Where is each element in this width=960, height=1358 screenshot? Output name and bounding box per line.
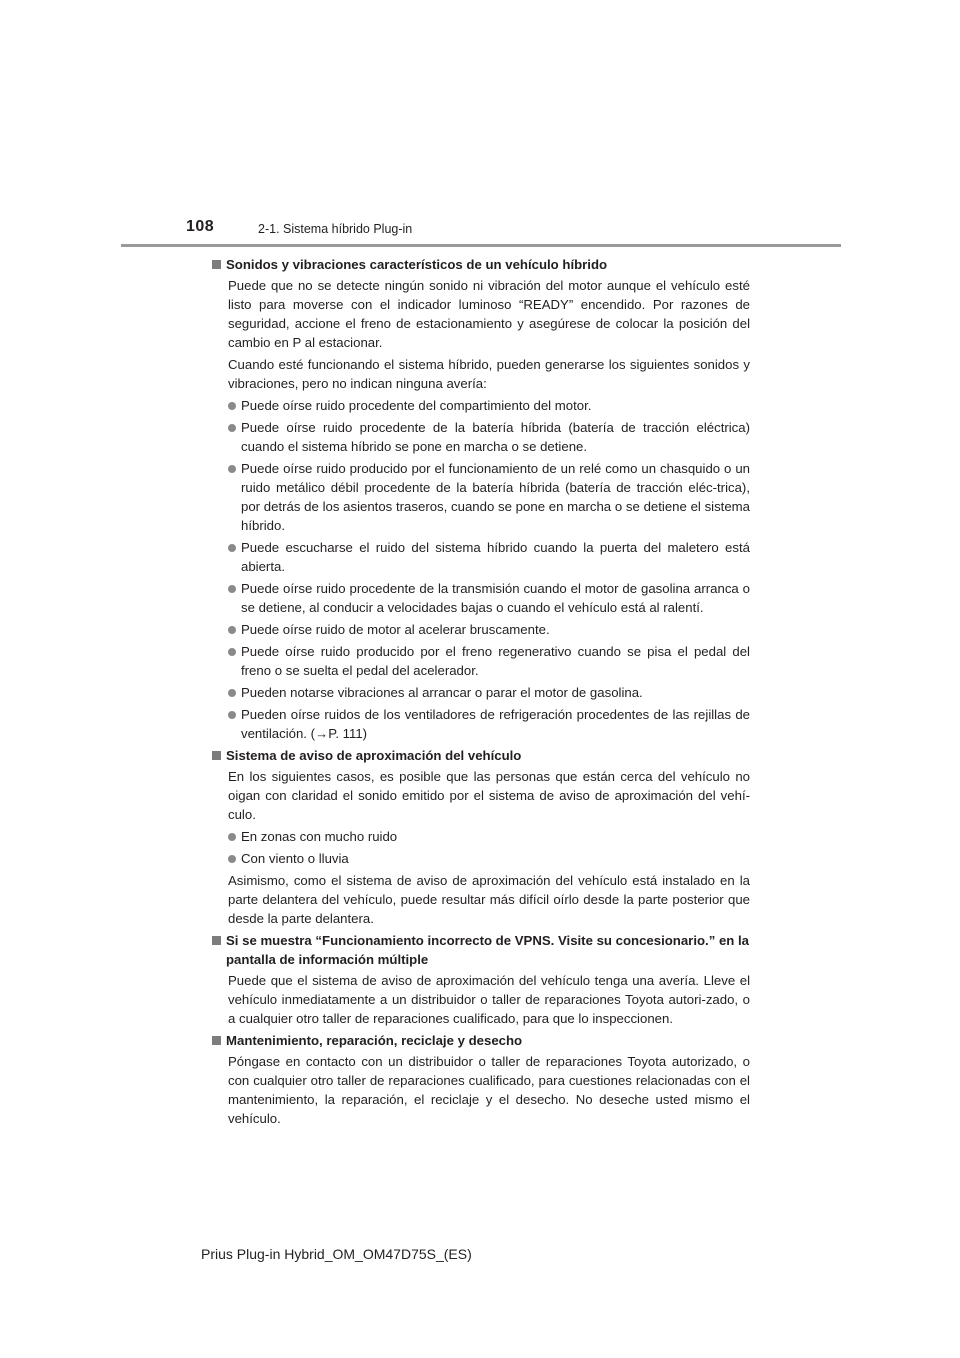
paragraph: Puede que el sistema de aviso de aproximación del vehículo tenga una avería. Lleve el vehículo inmediatamente a un distribuidor o taller de reparaciones Toyota autori-zado, o a cualquier otro taller de reparaciones cualificado, para que lo inspeccionen. xyxy=(228,973,750,1026)
circle-bullet-icon xyxy=(228,689,236,697)
list-item-text: Puede oírse ruido procedente de la batería híbrida (batería de tracción eléctrica) cuando el sistema híbrido se pone en marcha o se detiene. xyxy=(241,420,750,454)
section-heading xyxy=(210,931,750,969)
square-bullet-icon xyxy=(212,751,221,760)
page-content xyxy=(210,255,750,1131)
paragraph: Asimismo, como el sistema de aviso de aproximación del vehículo está instalado en la parte delantera del vehículo, puede resultar más difícil oírlo desde la parte posterior que desde la parte delantera. xyxy=(228,873,750,926)
list-item xyxy=(228,827,750,846)
circle-bullet-icon xyxy=(228,648,236,656)
list-item xyxy=(228,579,750,617)
list-item xyxy=(228,683,750,702)
square-bullet-icon xyxy=(212,260,221,269)
section-heading-text: Mantenimiento, reparación, reciclaje y desecho xyxy=(226,1033,523,1048)
list-item-text: Pueden oírse ruidos de los ventiladores de refrigeración procedentes de las rejillas de ventilación. (→P. 111) xyxy=(241,707,750,741)
circle-bullet-icon xyxy=(228,626,236,634)
section-heading-text: Sonidos y vibraciones característicos de un vehículo híbrido xyxy=(226,257,608,272)
circle-bullet-icon xyxy=(228,711,236,719)
paragraph: Póngase en contacto con un distribuidor o taller de reparaciones Toyota autorizado, o con cualquier otro taller de reparaciones cualificado, para cuestiones relacionadas con el mantenimiento, la reparación, el reciclaje y el desecho. No deseche usted mismo el vehículo. xyxy=(228,1054,750,1126)
section-heading-text: Sistema de aviso de aproximación del vehículo xyxy=(226,748,522,763)
list-item-text: Puede oírse ruido procedente del compartimiento del motor. xyxy=(241,398,592,413)
circle-bullet-icon xyxy=(228,402,236,410)
square-bullet-icon xyxy=(212,1036,221,1045)
square-bullet-icon xyxy=(212,936,221,945)
paragraph: Cuando esté funcionando el sistema híbrido, pueden generarse los siguientes sonidos y vibraciones, pero no indican ninguna avería: xyxy=(228,357,750,391)
circle-bullet-icon xyxy=(228,465,236,473)
circle-bullet-icon xyxy=(228,585,236,593)
list-item xyxy=(228,620,750,639)
list-item xyxy=(228,849,750,868)
paragraph: En los siguientes casos, es posible que las personas que están cerca del vehículo no oigan con claridad el sonido emitido por el sistema de aviso de aproximación del vehí-culo. xyxy=(228,769,750,822)
circle-bullet-icon xyxy=(228,855,236,863)
list-item xyxy=(228,538,750,576)
list-item xyxy=(228,705,750,743)
list-item-text: En zonas con mucho ruido xyxy=(241,829,398,844)
content-section xyxy=(210,931,750,1028)
section-heading xyxy=(210,1031,750,1050)
content-section xyxy=(210,746,750,928)
list-item-text: Puede oírse ruido procedente de la transmisión cuando el motor de gasolina arranca o se detiene, al conducir a velocidades bajas o cuando el vehículo está al ralentí. xyxy=(241,581,750,615)
circle-bullet-icon xyxy=(228,833,236,841)
section-heading-text: Si se muestra “Funcionamiento incorrecto de VPNS. Visite su concesionario.” en la pantalla de información múltiple xyxy=(226,933,750,967)
list-item-text: Con viento o lluvia xyxy=(241,851,349,866)
list-item-text: Pueden notarse vibraciones al arrancar o parar el motor de gasolina. xyxy=(241,685,643,700)
list-item-text: Puede escucharse el ruido del sistema híbrido cuando la puerta del maletero está abierta. xyxy=(241,540,750,574)
list-item xyxy=(228,459,750,535)
page-number: 108 xyxy=(186,218,215,235)
section-title: 2-1. Sistema híbrido Plug-in xyxy=(258,222,413,236)
content-section xyxy=(210,1031,750,1128)
content-section xyxy=(210,255,750,743)
section-heading xyxy=(210,255,750,274)
header-rule xyxy=(121,244,841,247)
section-heading xyxy=(210,746,750,765)
list-item xyxy=(228,418,750,456)
list-item xyxy=(228,642,750,680)
list-item-text: Puede oírse ruido de motor al acelerar bruscamente. xyxy=(241,622,550,637)
circle-bullet-icon xyxy=(228,544,236,552)
footer-document-id: Prius Plug-in Hybrid_OM_OM47D75S_(ES) xyxy=(201,1246,472,1262)
list-item-text: Puede oírse ruido producido por el freno regenerativo cuando se pisa el pedal del freno o se suelta el pedal del acelerador. xyxy=(241,644,750,678)
list-item xyxy=(228,396,750,415)
circle-bullet-icon xyxy=(228,424,236,432)
list-item-text: Puede oírse ruido producido por el funcionamiento de un relé como un chasquido o un ruido metálico débil procedente de la batería híbrida (batería de tracción eléc-trica), por detrás de los asientos traseros, cuando se pone en marcha o se detiene el sistema híbrido. xyxy=(241,461,750,533)
paragraph: Puede que no se detecte ningún sonido ni vibración del motor aunque el vehículo esté listo para moverse con el indicador luminoso “READY” encendido. Por razones de seguridad, accione el freno de estacionamiento y asegúrese de colocar la posición del cambio en P al estacionar. xyxy=(228,278,750,350)
